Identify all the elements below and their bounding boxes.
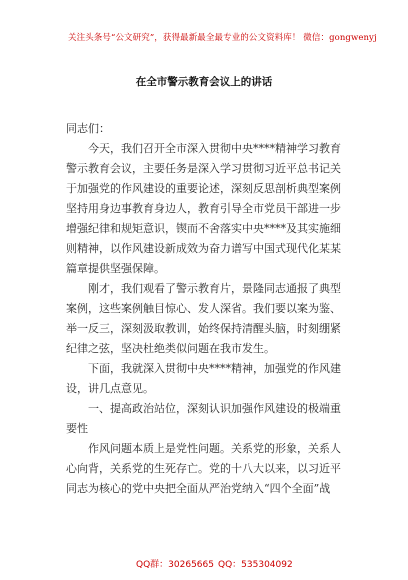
banner-text: 关注头条号“公文研究”，获得最新最全最专业的公文资料库！ 微信：gongwenyj: [68, 33, 377, 43]
text-line: 一、提高政治站位，深刻认识加强作风建设的极端重: [88, 402, 341, 415]
text-line: 今天，我们召开全市深入贯彻中央****精神学习教育: [88, 142, 341, 155]
text-line: 同志为核心的党中央把全面从严治党纳入“四个全面”战: [66, 482, 331, 495]
paragraph-opinions: [66, 359, 364, 399]
text-line: 则精神，以作风建设新成效为奋力谱写中国式现代化某某: [66, 242, 341, 255]
text-line: 警示教育会议，主要任务是深入学习贯彻习近平总书记关: [66, 162, 341, 175]
qq-group-text: QQ群：30265665: [136, 560, 214, 570]
document-body: [66, 119, 364, 499]
text-line: 坚持用身边事教育身边人，教育引导全市党员干部进一步: [66, 202, 341, 215]
text-line: 举一反三，深刻汲取教训，始终保持清醒头脑，时刻绷紧: [66, 322, 341, 335]
header-banner: [0, 0, 408, 56]
paragraph-intro: [66, 139, 364, 279]
document-title: 在全市警示教育会议上的讲话: [135, 76, 273, 88]
section-heading: [66, 399, 364, 439]
text-line: 案例，这些案例触目惊心、发人深省。我们要以案为鉴、: [66, 302, 341, 315]
text-line: 作风问题本质上是党性问题。关系党的形象，关系人: [88, 442, 341, 455]
paragraph-party-spirit: [66, 439, 364, 499]
text-line: 下面，我就深入贯彻中央****精神，加强党的作风建: [88, 362, 341, 375]
text-line: 纪律之弦，坚决杜绝类似问题在我市发生。: [66, 342, 275, 355]
text-line: 增强纪律和规矩意识，锲而不舍落实中央****及其实施细: [66, 222, 341, 235]
text-line: 要性: [66, 422, 88, 435]
qq-contact-text: QQ：535304092: [218, 560, 293, 570]
footer: [0, 555, 408, 575]
text-line: 心向背，关系党的生死存亡。党的十八大以来，以习近平: [66, 462, 341, 475]
text-line: 篇章提供坚强保障。: [66, 262, 165, 275]
text-line: 刚才，我们观看了警示教育片，景隆同志通报了典型: [88, 282, 341, 295]
greeting: 同志们：: [66, 122, 110, 135]
text-line: 设，讲几点意见。: [66, 382, 154, 395]
paragraph-warning-film: [66, 279, 364, 359]
text-line: 于加强党的作风建设的重要论述，深刻反思剖析典型案例: [66, 182, 341, 195]
